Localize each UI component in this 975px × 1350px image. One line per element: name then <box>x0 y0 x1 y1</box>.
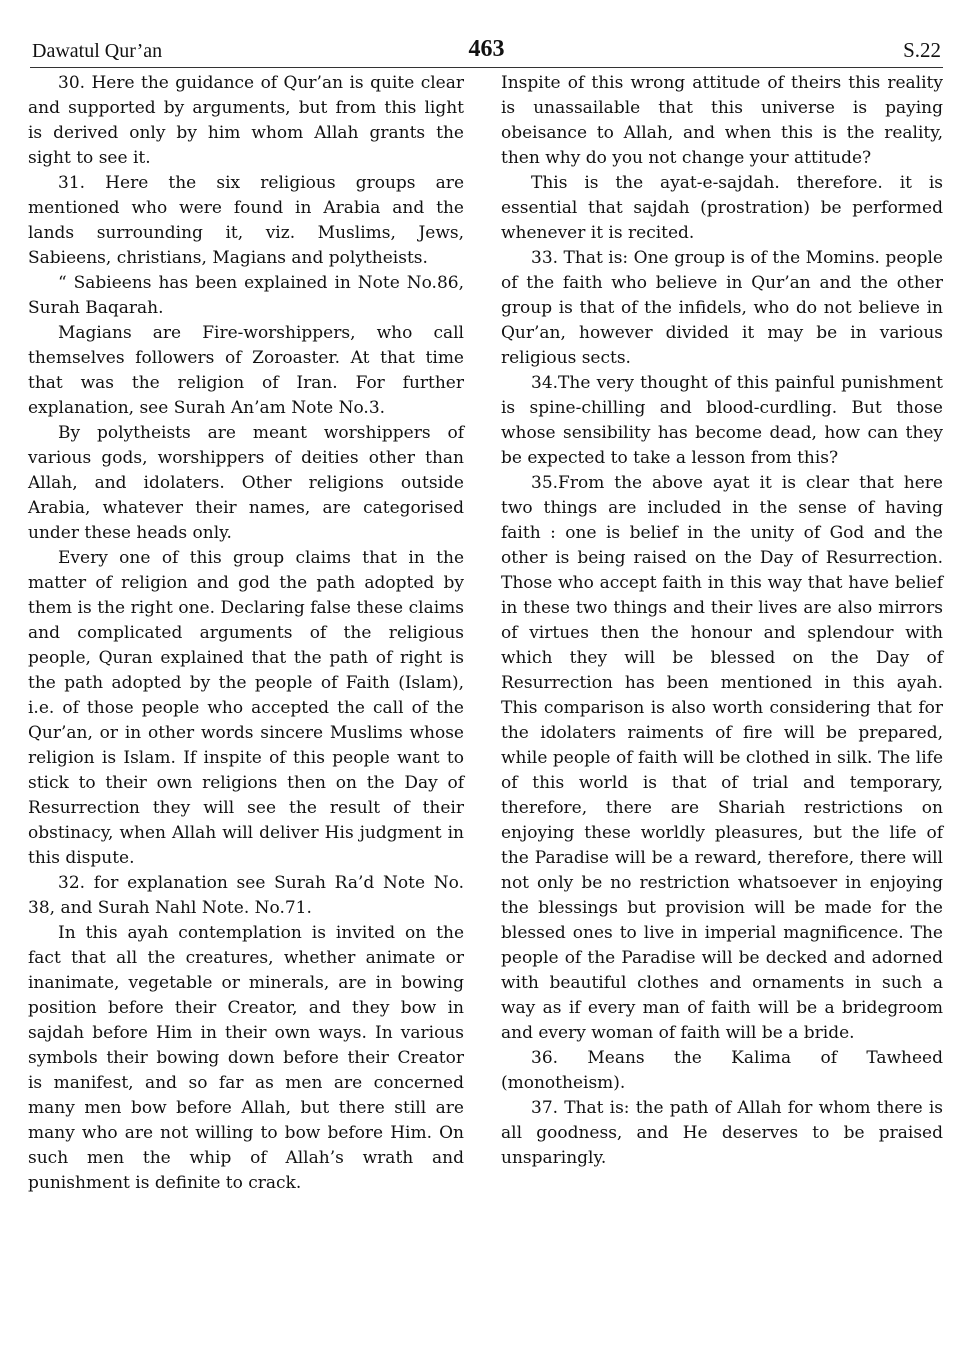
paragraph: 32. for explanation see Surah Ra’d Note No. 38, and Surah Nahl Note. No.71. <box>28 873 464 918</box>
paragraph: By polytheists are meant worshippers of various gods, worshippers of deities other than Allah, and idolaters. Other religions outside Arabia, whatever their names, are categorised under these heads only. <box>28 423 464 543</box>
paragraph: 34.The very thought of this painful punishment is spine-chilling and blood-curdling. But those whose sensibility has become dead, how can they be expected to take a lesson from this? <box>501 373 943 468</box>
paragraph: “ Sabieens has been explained in Note No.86, Surah Baqarah. <box>28 273 464 318</box>
header-divider <box>30 67 943 68</box>
paragraph: 36. Means the Kalima of Tawheed (monotheism). <box>501 1048 943 1093</box>
paragraph: Magians are Fire-worshippers, who call themselves followers of Zoroaster. At that time that was the religion of Iran. For further explanation, see Surah An’am Note No.3. <box>28 323 464 418</box>
page-header <box>30 36 943 66</box>
right-column <box>501 71 943 1171</box>
paragraph: 35.From the above ayat it is clear that here two things are included in the sense of having faith : one is belief in the unity of God and the other is being raised on the Day of Resurrection. Those who accept faith in this way that have belief in these two things and their lives are also mirrors of virtues then the honour and splendour with which they will be blessed on the Day of Resurrection has been mentioned in this ayah. This comparison is also worth considering that for the idolaters raiments of fire will be prepared, while people of faith will be clothed in silk. The life of this world is that of trial and temporary, therefore, there are Shariah restrictions on enjoying these worldly pleasures, but the life of the Paradise will be a reward, therefore, there will not only be no restriction whatsoever in enjoying the blessings but provision will be made for the blessed ones to live in imperial magnificence. The people of the Paradise will be decked and adorned with beautiful clothes and ornaments in such a way as if every man of faith will be a bridegroom and every woman of faith will be a bride. <box>501 473 943 1043</box>
page-number: 463 <box>468 36 505 62</box>
left-column <box>28 71 464 1196</box>
section-label: S.22 <box>903 38 941 62</box>
paragraph: 30. Here the guidance of Qur’an is quite clear and supported by arguments, but from this light is derived only by him whom Allah grants the sight to see it. <box>28 73 464 168</box>
paragraph: 33. That is: One group is of the Momins. people of the faith who believe in Qur’an and the other group is that of the infidels, who do not believe in Qur’an, however divided it may be in various religious sects. <box>501 248 943 368</box>
paragraph: In this ayah contemplation is invited on the fact that all the creatures, whether animate or inanimate, vegetable or minerals, are in bowing position before their Creator, and they bow in sajdah before Him in their own ways. In various symbols their bowing down before their Creator is manifest, and so far as men are concerned many men bow before Allah, but there still are many who are not willing to bow before Him. On such men the whip of Allah’s wrath and punishment is definite to crack. <box>28 923 464 1193</box>
book-title: Dawatul Qur’an <box>32 40 163 62</box>
paragraph: Every one of this group claims that in the matter of religion and god the path adopted by them is the right one. Declaring false these claims and complicated arguments of the religious people, Quran explained that the path of right is the path adopted by the people of Faith (Islam), i.e. of those people who accepted the call of the Qur’an, or in other words sincere Muslims whose religion is Islam. If inspite of this people want to stick to their own religions then on the Day of Resurrection they will see the result of their obstinacy, when Allah will deliver His judgment in this dispute. <box>28 548 464 868</box>
paragraph-continuation: Inspite of this wrong attitude of theirs this reality is unassailable that this universe is paying obeisance to Allah, and when this is the reality, then why do you not change your attitude? <box>501 73 943 168</box>
paragraph: This is the ayat-e-sajdah. therefore. it is essential that sajdah (prostration) be performed whenever it is recited. <box>501 173 943 243</box>
paragraph: 31. Here the six religious groups are mentioned who were found in Arabia and the lands surrounding it, viz. Muslims, Jews, Sabieens, christians, Magians and polytheists. <box>28 173 464 268</box>
paragraph: 37. That is: the path of Allah for whom there is all goodness, and He deserves to be praised unsparingly. <box>501 1098 943 1168</box>
